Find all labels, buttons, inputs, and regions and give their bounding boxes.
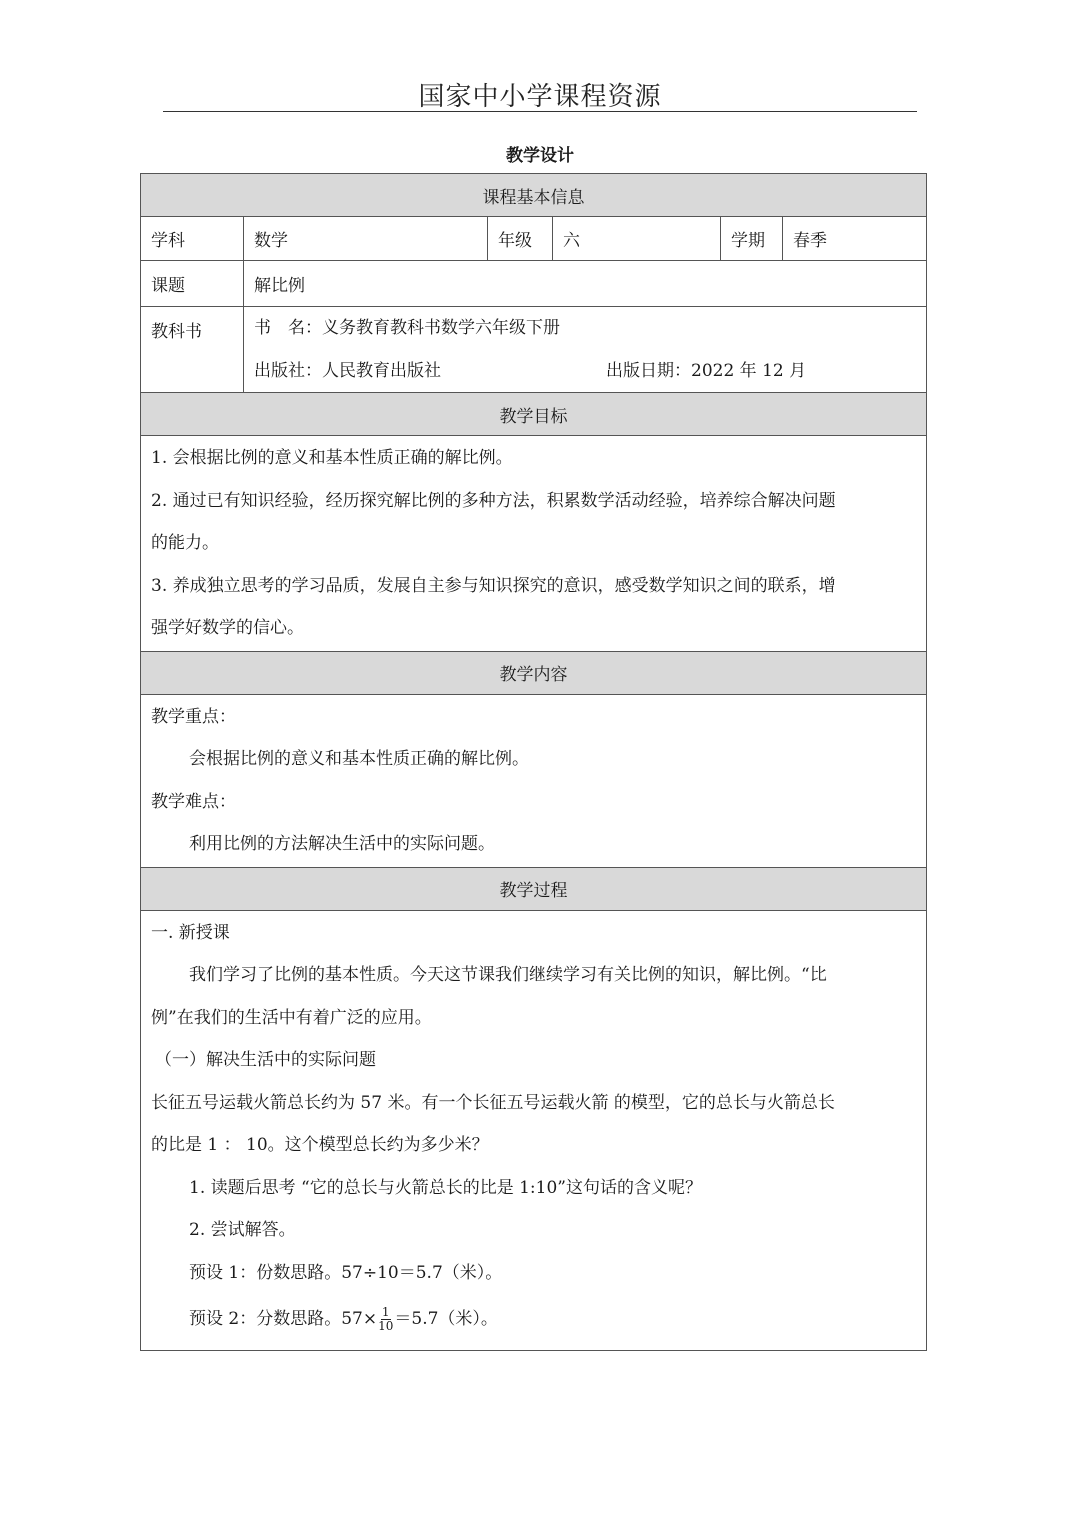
process-line: 长征五号运载火箭总长约为 57 米。有一个长征五号运载火箭 的模型，它的总长与火箭总长	[151, 1092, 835, 1113]
publisher: 出版社：人民教育出版社	[254, 360, 441, 381]
textbook-info	[244, 307, 927, 393]
publication-date: 出版日期：2022 年 12 月	[606, 360, 807, 381]
process-line: 1. 读题后思考 “它的总长与火箭总长的比是 1:10”这句话的含义呢？	[189, 1177, 702, 1198]
grade-value: 六	[553, 217, 721, 261]
term-label: 学期	[721, 217, 783, 261]
fraction-denominator: 10	[378, 1319, 394, 1333]
process-line: 例”在我们的生活中有着广泛的应用。	[151, 1007, 432, 1028]
process-line: （一）解决生活中的实际问题	[155, 1050, 376, 1070]
objective-line: 的能力。	[151, 533, 219, 553]
header-title: 国家中小学课程资源	[418, 82, 662, 112]
objective-line: 强学好数学的信心。	[151, 618, 304, 638]
key-point-text: 会根据比例的意义和基本性质正确的解比例。	[189, 749, 529, 769]
section-process: 教学过程	[141, 867, 927, 910]
fraction-suffix: ＝5.7（米）。	[394, 1309, 498, 1329]
difficulty-text: 利用比例的方法解决生活中的实际问题。	[189, 834, 495, 854]
book-name: 书 名：义务教育教科书数学六年级下册	[254, 318, 560, 338]
lesson-plan-table	[140, 173, 927, 1351]
subject-label: 学科	[141, 217, 244, 261]
difficulty-label: 教学难点：	[151, 791, 236, 812]
section-content: 教学内容	[141, 651, 927, 694]
content-body	[141, 694, 927, 867]
section-basic-info: 课程基本信息	[141, 174, 927, 217]
section-objectives: 教学目标	[141, 393, 927, 436]
process-line: 的比是 1 ： 10。这个模型总长约为多少米？	[151, 1135, 489, 1155]
fraction-one-tenth	[378, 1306, 393, 1333]
process-body	[141, 910, 927, 1351]
document-title: 教学设计	[506, 146, 574, 166]
process-line: 一. 新授课	[151, 922, 230, 943]
term-value: 春季	[783, 217, 927, 261]
objective-line: 1. 会根据比例的意义和基本性质正确的解比例。	[151, 448, 513, 468]
topic-value: 解比例	[244, 261, 927, 307]
fraction-numerator: 1	[381, 1305, 390, 1319]
fraction-prefix: 预设 2：分数思路。57×	[189, 1309, 378, 1329]
process-line-fraction	[151, 1294, 916, 1344]
header-divider	[163, 111, 917, 112]
objective-line: 3. 养成独立思考的学习品质，发展自主参与知识探究的意识，感受数学知识之间的联系，增	[151, 575, 836, 596]
textbook-label: 教科书	[141, 307, 244, 393]
objectives-body	[141, 436, 927, 652]
process-line: 我们学习了比例的基本性质。今天这节课我们继续学习有关比例的知识，解比例。“比	[189, 965, 827, 985]
key-point-label: 教学重点：	[151, 706, 236, 727]
process-line: 2. 尝试解答。	[189, 1220, 296, 1240]
topic-label: 课题	[141, 261, 244, 307]
objective-line: 2. 通过已有知识经验，经历探究解比例的多种方法，积累数学活动经验，培养综合解决问题	[151, 490, 836, 511]
publication-row	[254, 350, 916, 393]
process-line: 预设 1：份数思路。57÷10＝5.7（米）。	[189, 1262, 503, 1283]
grade-label: 年级	[488, 217, 553, 261]
subject-value: 数学	[244, 217, 488, 261]
